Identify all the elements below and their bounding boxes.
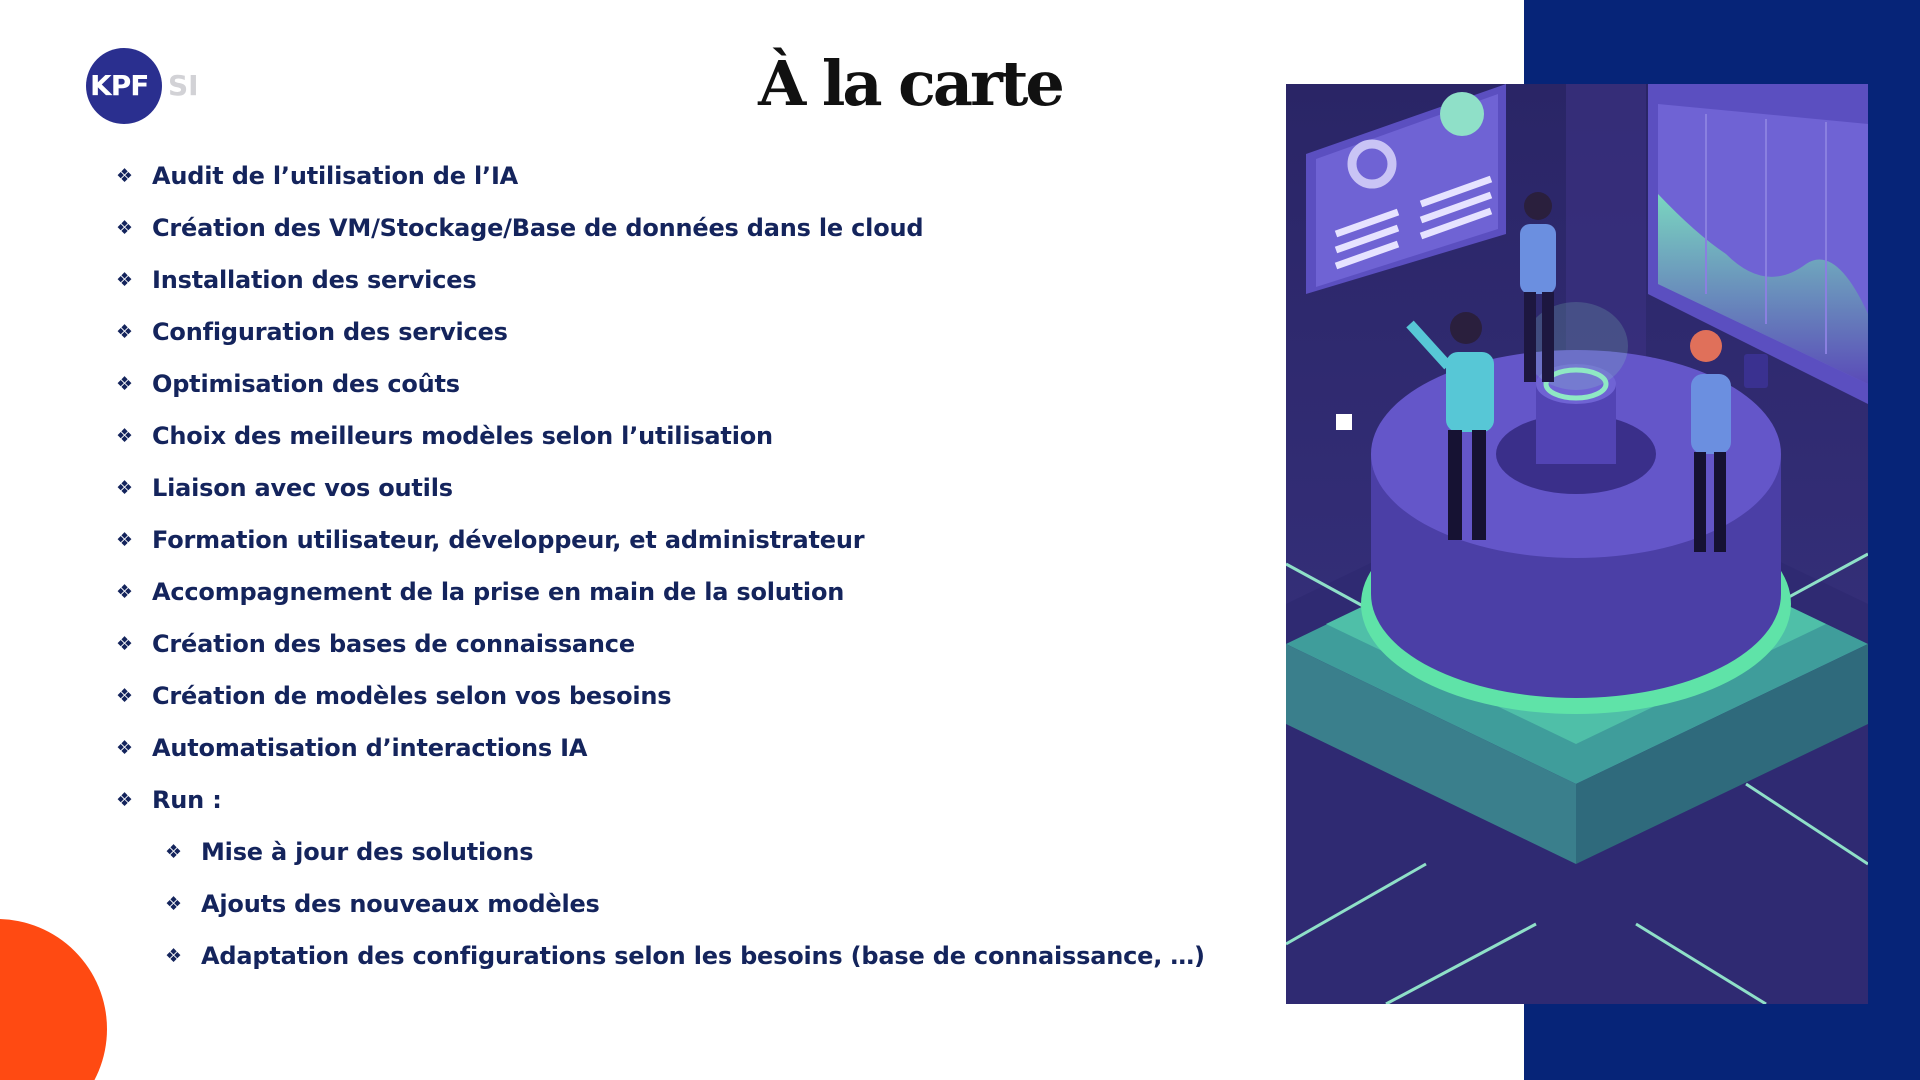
list-item-label: Formation utilisateur, développeur, et administrateur [152,526,865,554]
diamond-bullet-icon: ❖ [116,320,134,343]
sub-list-item [116,878,1205,930]
list-item [116,410,1205,462]
diamond-bullet-icon: ❖ [116,632,134,655]
diamond-bullet-icon: ❖ [116,268,134,291]
list-item [116,670,1205,722]
list-item [116,514,1205,566]
list-item [116,306,1205,358]
diamond-bullet-icon: ❖ [116,372,134,395]
diamond-bullet-icon: ❖ [116,580,134,603]
logo-brand-main: KPF [90,69,149,102]
list-item-label: Run : [152,786,222,814]
list-item-label: Mise à jour des solutions [201,838,534,866]
slide-title: À la carte [758,47,1062,120]
list-item-label: Optimisation des coûts [152,370,460,398]
diamond-bullet-icon: ❖ [165,944,183,967]
service-list [116,150,1205,982]
list-item-label: Création des VM/Stockage/Base de données dans le cloud [152,214,924,242]
list-item-label: Automatisation d’interactions IA [152,734,588,762]
list-item [116,202,1205,254]
list-item [116,358,1205,410]
list-item-label: Accompagnement de la prise en main de la solution [152,578,845,606]
isometric-data-team-illustration [1286,84,1868,1004]
list-item-label: Liaison avec vos outils [152,474,453,502]
list-item-label: Configuration des services [152,318,508,346]
list-item-label: Choix des meilleurs modèles selon l’utilisation [152,422,773,450]
diamond-bullet-icon: ❖ [116,528,134,551]
sub-list-item [116,930,1205,982]
diamond-bullet-icon: ❖ [165,840,183,863]
diamond-bullet-icon: ❖ [116,736,134,759]
list-item-label: Création des bases de connaissance [152,630,635,658]
list-item [116,566,1205,618]
sub-list-item [116,826,1205,878]
diamond-bullet-icon: ❖ [116,788,134,811]
list-item [116,150,1205,202]
diamond-bullet-icon: ❖ [116,424,134,447]
diamond-bullet-icon: ❖ [165,892,183,915]
list-item-label: Audit de l’utilisation de l’IA [152,162,519,190]
diamond-bullet-icon: ❖ [116,476,134,499]
list-item [116,774,1205,826]
list-item-label: Création de modèles selon vos besoins [152,682,672,710]
list-item [116,618,1205,670]
logo-brand-suffix: SI [168,69,199,102]
diamond-bullet-icon: ❖ [116,216,134,239]
list-item-label: Adaptation des configurations selon les besoins (base de connaissance, …) [201,942,1205,970]
list-item-label: Ajouts des nouveaux modèles [201,890,600,918]
list-item [116,254,1205,306]
list-item [116,722,1205,774]
company-logo [86,48,206,124]
list-item [116,462,1205,514]
list-item-label: Installation des services [152,266,477,294]
diamond-bullet-icon: ❖ [116,684,134,707]
diamond-bullet-icon: ❖ [116,164,134,187]
orange-corner-circle [0,919,107,1080]
